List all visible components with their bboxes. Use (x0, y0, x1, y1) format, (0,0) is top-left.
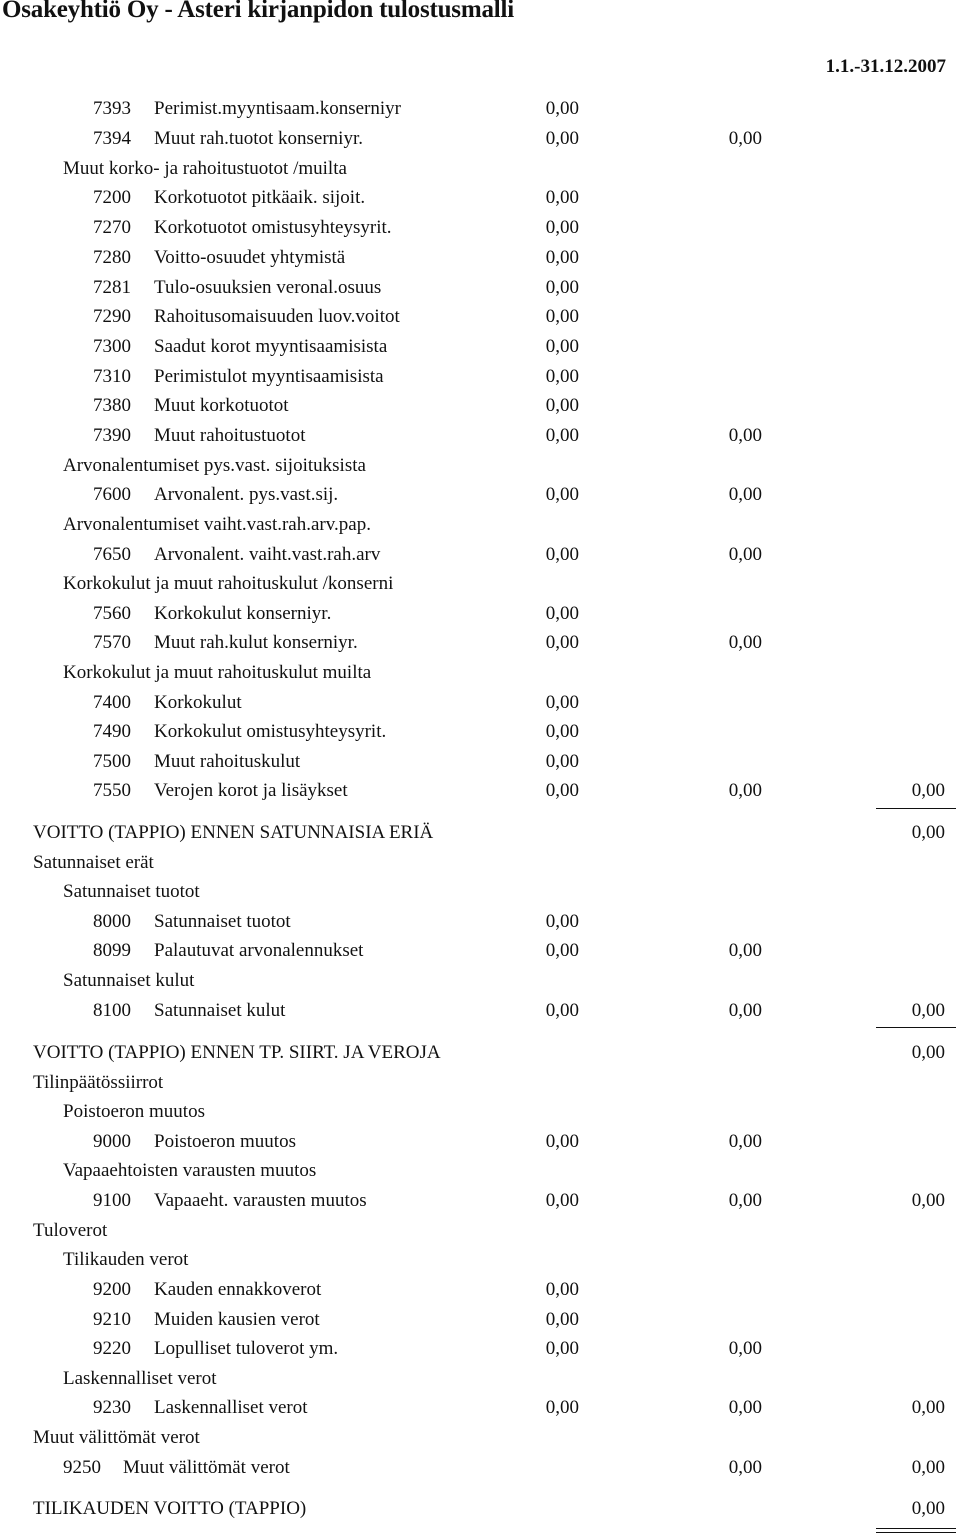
account-name: Rahoitusomaisuuden luov.voitot (154, 306, 400, 327)
account-code: 7570 (93, 632, 131, 653)
group-heading: Korkokulut ja muut rahoituskulut muilta (63, 662, 372, 683)
account-row (0, 186, 960, 210)
total-row (0, 1041, 960, 1065)
amount-col-3: 0,00 (911, 1042, 945, 1063)
amount-col-1: 0,00 (545, 247, 579, 268)
amount-col-2: 0,00 (728, 1190, 762, 1211)
amount-col-3: 0,00 (911, 780, 945, 801)
account-row (0, 246, 960, 270)
group-heading: Arvonalentumiset pys.vast. sijoituksista (63, 455, 366, 476)
amount-col-3: 0,00 (911, 822, 945, 843)
amount-col-1: 0,00 (545, 603, 579, 624)
account-code: 7310 (93, 366, 131, 387)
account-code: 7490 (93, 721, 131, 742)
account-row (0, 305, 960, 329)
total-label: TILIKAUDEN VOITTO (TAPPIO) (33, 1498, 307, 1519)
account-name: Laskennalliset verot (154, 1397, 308, 1418)
account-row (0, 1456, 960, 1480)
account-name: Muut rah.tuotot konserniyr. (154, 128, 363, 149)
account-row (0, 394, 960, 418)
account-code: 9250 (63, 1457, 101, 1478)
group-heading: Laskennalliset verot (63, 1368, 217, 1389)
amount-col-1: 0,00 (545, 1131, 579, 1152)
account-row (0, 483, 960, 507)
total-label: VOITTO (TAPPIO) ENNEN TP. SIIRT. JA VEROJA (33, 1042, 441, 1063)
account-row (0, 750, 960, 774)
account-row (0, 1396, 960, 1420)
account-name: Saadut korot myyntisaamisista (154, 336, 388, 357)
account-code: 7270 (93, 217, 131, 238)
account-code: 7280 (93, 247, 131, 268)
account-row (0, 97, 960, 121)
amount-col-1: 0,00 (545, 1190, 579, 1211)
account-code: 7500 (93, 751, 131, 772)
amount-col-1: 0,00 (545, 1338, 579, 1359)
account-code: 7560 (93, 603, 131, 624)
account-name: Korkotuotot pitkäaik. sijoit. (154, 187, 366, 208)
account-row (0, 910, 960, 934)
report-title: Osakeyhtiö Oy - Asteri kirjanpidon tulostusmalli (2, 0, 514, 23)
account-code: 7380 (93, 395, 131, 416)
amount-col-1: 0,00 (545, 217, 579, 238)
account-code: 7300 (93, 336, 131, 357)
group-heading-row (0, 454, 960, 478)
group-heading: Poistoeron muutos (63, 1101, 205, 1122)
amount-col-1: 0,00 (545, 940, 579, 961)
final-total-double-rule (876, 1528, 956, 1533)
account-code: 8100 (93, 1000, 131, 1021)
account-name: Lopulliset tuloverot ym. (154, 1338, 339, 1359)
account-name: Muut rahoitustuotot (154, 425, 306, 446)
account-row (0, 999, 960, 1023)
amount-col-2: 0,00 (728, 1000, 762, 1021)
account-row (0, 720, 960, 744)
amount-col-1: 0,00 (545, 277, 579, 298)
account-code: 7281 (93, 277, 131, 298)
amount-col-2: 0,00 (728, 1131, 762, 1152)
group-heading: Satunnaiset kulut (63, 970, 195, 991)
account-code: 8099 (93, 940, 131, 961)
amount-col-1: 0,00 (545, 98, 579, 119)
amount-col-1: 0,00 (545, 544, 579, 565)
account-name: Voitto-osuudet yhtymistä (154, 247, 346, 268)
account-row (0, 602, 960, 626)
section-heading: Muut välittömät verot (33, 1427, 200, 1448)
account-code: 7393 (93, 98, 131, 119)
amount-col-1: 0,00 (545, 911, 579, 932)
amount-col-1: 0,00 (545, 721, 579, 742)
account-code: 7550 (93, 780, 131, 801)
group-heading: Vapaaehtoisten varausten muutos (63, 1160, 317, 1181)
account-row (0, 543, 960, 567)
account-name: Korkokulut konserniyr. (154, 603, 332, 624)
account-code: 7400 (93, 692, 131, 713)
account-code: 7600 (93, 484, 131, 505)
subtotal-rule (876, 1027, 956, 1028)
account-code: 7290 (93, 306, 131, 327)
account-row (0, 335, 960, 359)
total-label: VOITTO (TAPPIO) ENNEN SATUNNAISIA ERIÄ (33, 822, 434, 843)
group-heading-row (0, 572, 960, 596)
account-name: Muut rahoituskulut (154, 751, 301, 772)
account-code: 9100 (93, 1190, 131, 1211)
group-heading: Korkokulut ja muut rahoituskulut /konserni (63, 573, 394, 594)
account-code: 9000 (93, 1131, 131, 1152)
section-heading: Satunnaiset erät (33, 852, 154, 873)
amount-col-1: 0,00 (545, 306, 579, 327)
amount-col-1: 0,00 (545, 484, 579, 505)
section-heading-row (0, 851, 960, 875)
amount-col-2: 0,00 (728, 425, 762, 446)
amount-col-1: 0,00 (545, 692, 579, 713)
amount-col-2: 0,00 (728, 940, 762, 961)
account-row (0, 1189, 960, 1213)
group-heading: Muut korko- ja rahoitustuotot /muilta (63, 158, 347, 179)
section-heading-row (0, 1426, 960, 1450)
account-row (0, 1308, 960, 1332)
account-code: 7650 (93, 544, 131, 565)
amount-col-1: 0,00 (545, 366, 579, 387)
account-code: 7390 (93, 425, 131, 446)
account-row (0, 276, 960, 300)
account-name: Palautuvat arvonalennukset (154, 940, 364, 961)
group-heading: Arvonalentumiset vaiht.vast.rah.arv.pap. (63, 514, 371, 535)
account-row (0, 631, 960, 655)
account-name: Muut rah.kulut konserniyr. (154, 632, 358, 653)
amount-col-1: 0,00 (545, 1279, 579, 1300)
group-heading-row (0, 661, 960, 685)
amount-col-2: 0,00 (728, 780, 762, 801)
amount-col-2: 0,00 (728, 1338, 762, 1359)
amount-col-1: 0,00 (545, 751, 579, 772)
account-row (0, 424, 960, 448)
account-row (0, 216, 960, 240)
amount-col-2: 0,00 (728, 544, 762, 565)
account-row (0, 939, 960, 963)
account-row (0, 691, 960, 715)
amount-col-2: 0,00 (728, 128, 762, 149)
group-heading-row (0, 969, 960, 993)
account-name: Tulo-osuuksien veronal.osuus (154, 277, 382, 298)
account-name: Satunnaiset kulut (154, 1000, 286, 1021)
account-code: 7200 (93, 187, 131, 208)
group-heading-row (0, 1367, 960, 1391)
account-name: Korkokulut (154, 692, 242, 713)
group-heading-row (0, 880, 960, 904)
account-code: 9220 (93, 1338, 131, 1359)
section-heading: Tuloverot (33, 1220, 108, 1241)
account-name: Arvonalent. pys.vast.sij. (154, 484, 339, 505)
amount-col-3: 0,00 (911, 1457, 945, 1478)
account-name: Muut välittömät verot (123, 1457, 290, 1478)
section-heading-row (0, 1219, 960, 1243)
account-name: Vapaaeht. varausten muutos (154, 1190, 367, 1211)
group-heading-row (0, 157, 960, 181)
amount-col-1: 0,00 (545, 1397, 579, 1418)
amount-col-1: 0,00 (545, 632, 579, 653)
amount-col-1: 0,00 (545, 395, 579, 416)
amount-col-2: 0,00 (728, 632, 762, 653)
group-heading-row (0, 513, 960, 537)
account-name: Perimistulot myyntisaamisista (154, 366, 384, 387)
account-name: Korkotuotot omistusyhteysyrit. (154, 217, 392, 238)
amount-col-2: 0,00 (728, 484, 762, 505)
report-period: 1.1.-31.12.2007 (825, 56, 946, 77)
total-row (0, 821, 960, 845)
amount-col-3: 0,00 (911, 1397, 945, 1418)
amount-col-1: 0,00 (545, 425, 579, 446)
group-heading: Satunnaiset tuotot (63, 881, 200, 902)
account-name: Perimist.myyntisaam.konserniyr (154, 98, 401, 119)
account-name: Verojen korot ja lisäykset (154, 780, 348, 801)
amount-col-2: 0,00 (728, 1457, 762, 1478)
account-code: 9230 (93, 1397, 131, 1418)
amount-col-1: 0,00 (545, 128, 579, 149)
account-name: Korkokulut omistusyhteysyrit. (154, 721, 387, 742)
amount-col-1: 0,00 (545, 336, 579, 357)
amount-col-3: 0,00 (911, 1190, 945, 1211)
account-name: Muiden kausien verot (154, 1309, 320, 1330)
amount-col-1: 0,00 (545, 1309, 579, 1330)
account-name: Satunnaiset tuotot (154, 911, 291, 932)
account-code: 7394 (93, 128, 131, 149)
account-name: Kauden ennakkoverot (154, 1279, 322, 1300)
account-code: 9200 (93, 1279, 131, 1300)
section-heading-row (0, 1071, 960, 1095)
account-row (0, 779, 960, 803)
amount-col-1: 0,00 (545, 780, 579, 801)
subtotal-rule (876, 808, 956, 809)
account-name: Arvonalent. vaiht.vast.rah.arv (154, 544, 381, 565)
account-name: Muut korkotuotot (154, 395, 289, 416)
account-row (0, 127, 960, 151)
group-heading-row (0, 1159, 960, 1183)
account-row (0, 365, 960, 389)
account-code: 8000 (93, 911, 131, 932)
section-heading: Tilinpäätössiirrot (33, 1072, 164, 1093)
account-code: 9210 (93, 1309, 131, 1330)
account-name: Poistoeron muutos (154, 1131, 296, 1152)
amount-col-2: 0,00 (728, 1397, 762, 1418)
amount-col-3: 0,00 (911, 1000, 945, 1021)
account-row (0, 1337, 960, 1361)
total-row (0, 1497, 960, 1521)
amount-col-1: 0,00 (545, 187, 579, 208)
group-heading: Tilikauden verot (63, 1249, 189, 1270)
account-row (0, 1130, 960, 1154)
account-row (0, 1278, 960, 1302)
group-heading-row (0, 1248, 960, 1272)
amount-col-3: 0,00 (911, 1498, 945, 1519)
group-heading-row (0, 1100, 960, 1124)
amount-col-1: 0,00 (545, 1000, 579, 1021)
